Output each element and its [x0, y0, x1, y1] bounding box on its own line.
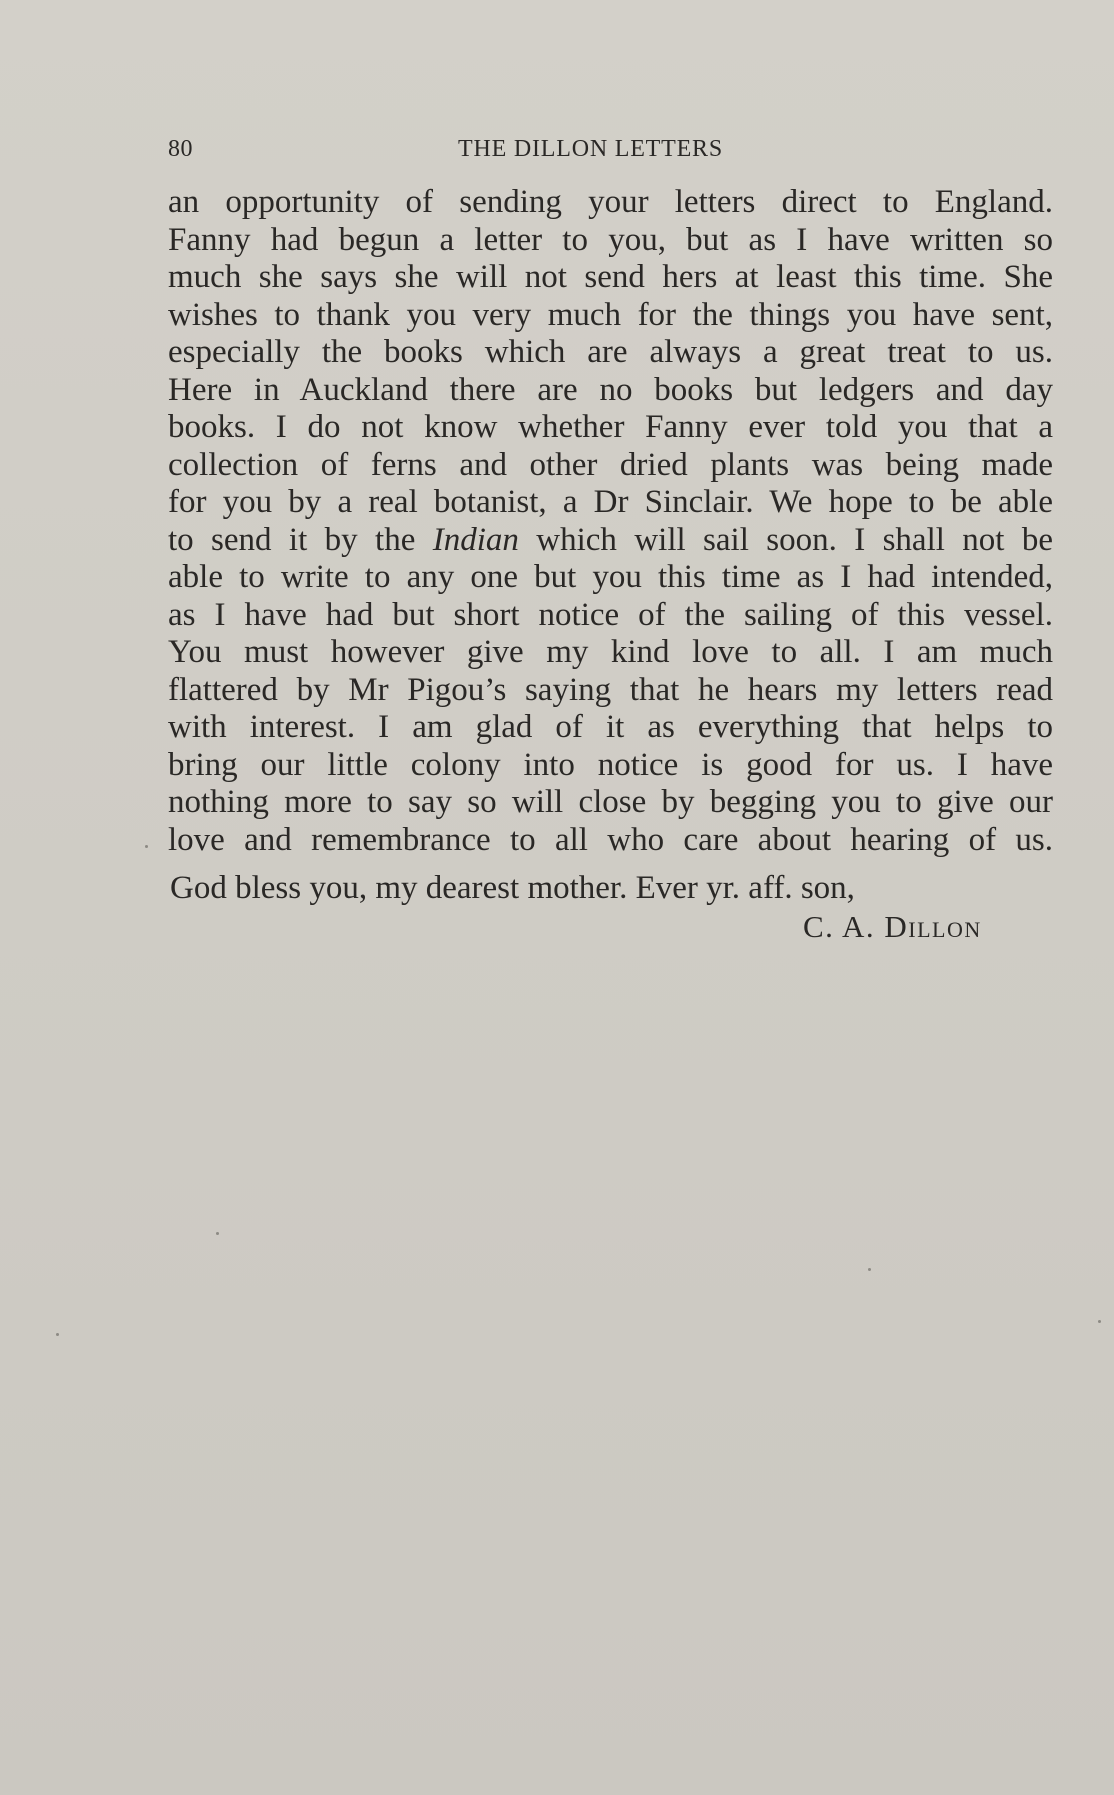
- running-title: THE DILLON LETTERS: [458, 136, 724, 162]
- text-line: Fanny had begun a letter to you, but as I have written so: [168, 221, 1053, 258]
- text-line: love and remembrance to all who care about hearing of us.: [168, 821, 1053, 858]
- text-line: books. I do not know whether Fanny ever told you that a: [168, 409, 1053, 445]
- text-line: flattered by Mr Pigou’s saying that he hears my letters read: [168, 671, 1053, 708]
- text-line: especially the books which are always a great treat to us.: [168, 334, 1053, 370]
- text-line: with interest. I am glad of it as everything that helps to: [168, 709, 1053, 745]
- text-line: Here in Auckland there are no books but ledgers and day: [168, 371, 1053, 408]
- paper-speck: [868, 1268, 871, 1271]
- text-line: much she says she will not send hers at least this time. She: [168, 259, 1053, 295]
- text-segment: to send it by the: [168, 521, 433, 558]
- paper-speck: [216, 1232, 219, 1235]
- closing-line: God bless you, my dearest mother. Ever yr. aff. son,: [170, 870, 855, 906]
- letter-body: [168, 184, 1053, 859]
- text-segment: which will sail soon. I shall not be: [518, 521, 1053, 558]
- paper-speck: [1098, 1320, 1101, 1323]
- signature: C. A. Dillon: [803, 909, 982, 944]
- text-line: an opportunity of sending your letters direct to England.: [168, 184, 1053, 220]
- text-line: nothing more to say so will close by begging you to give our: [168, 784, 1053, 820]
- paper-speck: [145, 845, 148, 848]
- page-number: 80: [168, 136, 193, 162]
- text-line: You must however give my kind love to all. I am much: [168, 634, 1053, 670]
- paper-speck: [56, 1333, 59, 1336]
- text-line: bring our little colony into notice is good for us. I have: [168, 746, 1053, 783]
- text-line: collection of ferns and other dried plants was being made: [168, 446, 1053, 483]
- text-line: wishes to thank you very much for the things you have sent,: [168, 296, 1053, 333]
- ship-name: Indian: [432, 521, 519, 558]
- running-head: [168, 136, 1056, 168]
- text-line: for you by a real botanist, a Dr Sinclair. We hope to be able: [168, 484, 1053, 520]
- text-line: [168, 522, 1053, 560]
- text-line: as I have had but short notice of the sailing of this vessel.: [168, 596, 1053, 633]
- text-line: able to write to any one but you this time as I had intended,: [168, 559, 1053, 595]
